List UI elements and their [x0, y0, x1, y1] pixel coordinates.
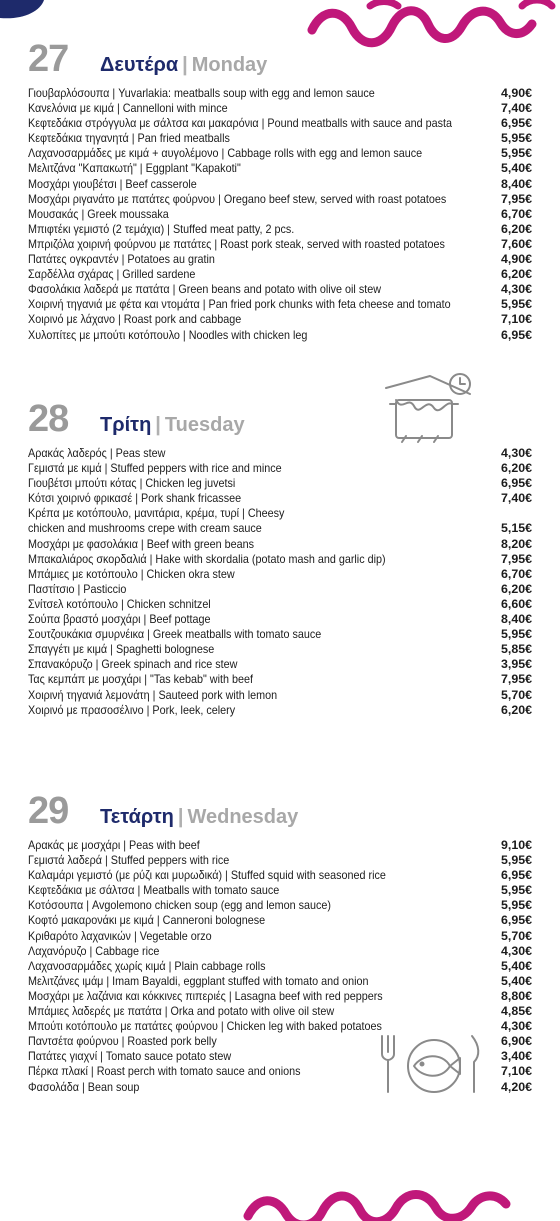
day-name-greek: Τετάρτη [100, 806, 174, 828]
menu-item-name: Χυλοπίτες με μπούτι κοτόπουλο | Noodles with chicken leg [28, 328, 308, 342]
menu-item [28, 116, 532, 131]
menu-item [28, 913, 532, 928]
menu-item [28, 883, 532, 898]
menu-item-price: 5,70€ [500, 687, 532, 702]
menu-item [28, 252, 532, 267]
menu-item-name: Κεφτεδάκια με σάλτσα | Meatballs with tomato sauce [28, 884, 280, 898]
menu-item [28, 192, 532, 207]
menu-item [28, 237, 532, 252]
menu-item-name: Γιουβαρλόσουπα | Yuvarlakia: meatballs soup with egg and lemon sauce [28, 87, 375, 100]
menu-item-name: Μοσχάρι ριγανάτο με πατάτες φούρνου | Oregano beef stew, served with roast potatoes [28, 192, 447, 206]
menu-item [28, 328, 532, 343]
menu-item [28, 627, 532, 642]
day-section-tuesday [28, 398, 532, 718]
menu-item [28, 688, 532, 703]
menu-list [28, 446, 532, 718]
menu-item-price: 6,95€ [500, 116, 532, 131]
menu-item-price: 5,70€ [500, 928, 532, 943]
menu-item [28, 703, 532, 718]
menu-item-name: Χοιρινή τηγανιά με φέτα και ντομάτα | Pan fried pork chunks with feta cheese and tomato [28, 298, 451, 312]
day-number: 27 [28, 38, 69, 80]
menu-list [28, 838, 532, 1095]
menu-item-price: 6,20€ [500, 581, 532, 596]
menu-item [28, 567, 532, 582]
menu-item-price: 9,10€ [500, 838, 532, 852]
menu-item-name: Φασολάδα | Bean soup [28, 1080, 140, 1094]
menu-item [28, 1004, 532, 1019]
menu-item-price: 6,90€ [500, 1034, 532, 1049]
menu-item [28, 222, 532, 237]
menu-item-name: Μελιτζάνα "Καπακωτή" | Eggplant "Kapakoti" [28, 162, 241, 176]
day-number: 29 [28, 790, 69, 832]
menu-item-price: 6,20€ [500, 267, 532, 282]
menu-item [28, 1080, 532, 1095]
day-section-wednesday [28, 790, 532, 1095]
menu-item-price: 7,40€ [500, 101, 532, 116]
menu-item-name: Πέρκα πλακί | Roast perch with tomato sauce and onions [28, 1065, 301, 1079]
menu-item-price: 4,90€ [500, 86, 532, 100]
menu-item-name: Κρέπα με κοτόπουλο, μανιτάρια, κρέμα, τυρί | Cheesy chicken and mushrooms crepe with cream sauce [28, 507, 285, 536]
menu-item-name: Μοσχάρι με φασολάκια | Beef with green beans [28, 537, 255, 551]
menu-item [28, 929, 532, 944]
menu-item-name: Μπριζόλα χοιρινή φούρνου με πατάτες | Roast pork steak, served with roasted potatoes [28, 237, 445, 251]
menu-item [28, 1049, 532, 1064]
menu-item-price: 5,15€ [500, 521, 532, 536]
menu-item [28, 491, 532, 506]
menu-item [28, 282, 532, 297]
day-name-greek: Τρίτη [100, 414, 152, 436]
menu-item-price: 6,20€ [500, 221, 532, 236]
menu-item-name: Χοιρινή τηγανιά λεμονάτη | Sauteed pork with lemon [28, 688, 278, 702]
menu-item-name: Μπιφτέκι γεμιστό (2 τεμάχια) | Stuffed meat patty, 2 pcs. [28, 222, 295, 236]
menu-item-price: 6,20€ [500, 702, 532, 717]
menu-item-price: 5,95€ [500, 898, 532, 913]
menu-item-price: 7,40€ [500, 491, 532, 506]
menu-item-price: 7,60€ [500, 236, 532, 251]
menu-item-name: Χοιρινό με πρασοσέλινο | Pork, leek, celery [28, 703, 236, 717]
menu-item-name: Μπακαλιάρος σκορδαλιά | Hake with skordalia (potato mash and garlic dip) [28, 552, 386, 566]
menu-item [28, 959, 532, 974]
menu-item [28, 582, 532, 597]
menu-item-name: Αρακάς με μοσχάρι | Peas with beef [28, 839, 200, 852]
menu-item-name: Πατάτες γιαχνί | Tomato sauce potato stew [28, 1050, 232, 1064]
menu-item-price: 5,40€ [500, 973, 532, 988]
menu-item [28, 461, 532, 476]
day-separator: | [182, 54, 188, 76]
menu-item [28, 989, 532, 1004]
menu-item-name: Μπάμιες με κοτόπουλο | Chicken okra stew [28, 567, 235, 581]
menu-item-price: 7,10€ [500, 312, 532, 327]
menu-item-name: Παντσέτα φούρνου | Roasted pork belly [28, 1035, 217, 1049]
menu-item-name: Μοσχάρι γιουβέτσι | Beef casserole [28, 177, 197, 191]
menu-item-price: 7,95€ [500, 191, 532, 206]
menu-item-name: Χοιρινό με λάχανο | Roast pork and cabbage [28, 313, 242, 327]
menu-item-price: 7,95€ [500, 551, 532, 566]
menu-item-name: Σπαγγέτι με κιμά | Spaghetti bolognese [28, 643, 215, 657]
menu-item-name: Κριθαρότο λαχανικών | Vegetable orzo [28, 929, 212, 943]
menu-item-price: 5,40€ [500, 958, 532, 973]
menu-item-name: Κοτόσουπα | Avgolemono chicken soup (egg and lemon sauce) [28, 899, 331, 913]
menu-item [28, 868, 532, 883]
menu-item-name: Τας κεμπάπ με μοσχάρι | "Tas kebab" with beef [28, 673, 253, 687]
corner-decoration [0, 0, 48, 24]
menu-item-price: 5,95€ [500, 146, 532, 161]
menu-item [28, 657, 532, 672]
menu-item [28, 612, 532, 627]
menu-item-name: Λαχανόρυζο | Cabbage rice [28, 944, 160, 958]
menu-item [28, 672, 532, 687]
menu-item-name: Μοσχάρι με λαζάνια και κόκκινες πιπεριές | Lasagna beef with red peppers [28, 989, 383, 1003]
menu-item-price: 5,95€ [500, 131, 532, 146]
menu-item-price: 5,95€ [500, 853, 532, 868]
menu-item-name: Μπάμιες λαδερές με πατάτα | Orka and potato with olive oil stew [28, 1005, 335, 1019]
menu-item-price: 6,95€ [500, 913, 532, 928]
menu-item-price: 6,20€ [500, 461, 532, 476]
menu-item-name: Μελιτζάνες ιμάμ | Imam Bayaldi, eggplant stuffed with tomato and onion [28, 974, 369, 988]
menu-item [28, 1034, 532, 1049]
menu-item-price: 6,60€ [500, 596, 532, 611]
menu-item-name: Μπούτι κοτόπουλο με πατάτες φούρνου | Chicken leg with baked potatoes [28, 1020, 382, 1034]
menu-item-price: 4,90€ [500, 252, 532, 267]
menu-item-name: Σπανακόρυζο | Greek spinach and rice stew [28, 658, 238, 672]
menu-item [28, 838, 532, 853]
menu-item-price: 4,85€ [500, 1004, 532, 1019]
menu-item [28, 297, 532, 312]
menu-item-name: Κοφτό μακαρονάκι με κιμά | Canneroni bolognese [28, 914, 266, 928]
menu-item-price: 4,30€ [500, 1019, 532, 1034]
menu-item-name: Κότσι χοιρινό φρικασέ | Pork shank fricassee [28, 492, 242, 506]
menu-item-name: Πατάτες ογκραντέν | Potatoes au gratin [28, 253, 215, 267]
menu-item-name: Κανελόνια με κιμά | Cannelloni with mince [28, 102, 228, 116]
menu-item-name: Κεφτεδάκια τηγανητά | Pan fried meatballs [28, 132, 230, 146]
day-separator: | [155, 414, 161, 436]
menu-item [28, 597, 532, 612]
menu-item-price: 3,40€ [500, 1049, 532, 1064]
menu-item-name: Σαρδέλλα σχάρας | Grilled sardene [28, 268, 196, 282]
day-header [28, 398, 532, 438]
menu-item [28, 853, 532, 868]
menu-item-name: Γεμιστά με κιμά | Stuffed peppers with rice and mince [28, 462, 282, 476]
day-section-monday [28, 38, 532, 343]
menu-item-price: 5,40€ [500, 161, 532, 176]
menu-item-price: 5,95€ [500, 627, 532, 642]
menu-item-price: 8,40€ [500, 612, 532, 627]
menu-item [28, 207, 532, 222]
menu-item-price: 6,70€ [500, 206, 532, 221]
menu-item-price: 4,30€ [500, 282, 532, 297]
menu-item [28, 506, 532, 536]
menu-item-price: 4,20€ [500, 1079, 532, 1094]
menu-item-price: 5,85€ [500, 642, 532, 657]
menu-item-price: 5,95€ [500, 883, 532, 898]
menu-item-price: 8,40€ [500, 176, 532, 191]
menu-item [28, 161, 532, 176]
menu-item-price: 8,20€ [500, 536, 532, 551]
menu-item [28, 974, 532, 989]
menu-item-name: Σνίτσελ κοτόπουλο | Chicken schnitzel [28, 597, 211, 611]
menu-item-name: Κεφτεδάκια στρόγγυλα με σάλτσα και μακαρόνια | Pound meatballs with sauce and pasta [28, 117, 453, 131]
menu-item-price: 7,95€ [500, 672, 532, 687]
menu-item-price: 7,10€ [500, 1064, 532, 1079]
menu-item [28, 146, 532, 161]
menu-item-name: Καλαμάρι γεμιστό (με ρύζι και μυρωδικά) | Stuffed squid with seasoned rice [28, 869, 386, 883]
menu-item-name: Γεμιστά λαδερά | Stuffed peppers with rice [28, 854, 230, 868]
menu-item-name: Παστίτσιο | Pasticcio [28, 582, 127, 596]
menu-item-price: 6,95€ [500, 476, 532, 491]
menu-item-name: Λαχανοσαρμάδες με κιμά + αυγολέμονο | Cabbage rolls with egg and lemon sauce [28, 147, 423, 161]
menu-item-price: 6,70€ [500, 566, 532, 581]
menu-item [28, 537, 532, 552]
menu-list [28, 86, 532, 343]
menu-item [28, 552, 532, 567]
menu-item [28, 642, 532, 657]
menu-item-price: 4,30€ [500, 446, 532, 460]
menu-item-name: Γιουβέτσι μπούτι κότας | Chicken leg juvetsi [28, 477, 236, 491]
day-name-english: Monday [191, 54, 268, 76]
menu-item-price: 6,95€ [500, 868, 532, 883]
menu-item-price: 4,30€ [500, 943, 532, 958]
menu-item-price: 8,80€ [500, 988, 532, 1003]
day-name-english: Wednesday [187, 806, 299, 828]
menu-item-price: 3,95€ [500, 657, 532, 672]
menu-item-name: Σουτζουκάκια σμυρνέικα | Greek meatballs with tomato sauce [28, 628, 322, 642]
day-header [28, 790, 532, 830]
menu-item-price: 5,95€ [500, 297, 532, 312]
menu-item [28, 476, 532, 491]
menu-item [28, 131, 532, 146]
day-header [28, 38, 532, 78]
menu-item [28, 312, 532, 327]
menu-item [28, 177, 532, 192]
menu-item [28, 86, 532, 101]
menu-item-name: Αρακάς λαδερός | Peas stew [28, 447, 166, 460]
menu-item-price: 6,95€ [500, 327, 532, 342]
menu-item-name: Λαχανοσαρμάδες χωρίς κιμά | Plain cabbage rolls [28, 959, 266, 973]
day-separator: | [177, 806, 184, 828]
menu-item [28, 446, 532, 461]
menu-item-name: Μουσακάς | Greek moussaka [28, 207, 169, 221]
wave-decoration-bottom [240, 1180, 540, 1221]
menu-item [28, 898, 532, 913]
menu-item-name: Φασολάκια λαδερά με πατάτα | Green beans and potato with olive oil stew [28, 283, 381, 297]
menu-item [28, 1019, 532, 1034]
menu-item [28, 101, 532, 116]
day-name-english: Tuesday [164, 414, 245, 436]
menu-item [28, 944, 532, 959]
menu-item [28, 1064, 532, 1079]
day-number: 28 [28, 398, 69, 440]
menu-item-name: Σούπα βραστό μοσχάρι | Beef pottage [28, 613, 211, 627]
menu-item [28, 267, 532, 282]
day-name-greek: Δευτέρα [100, 54, 179, 76]
